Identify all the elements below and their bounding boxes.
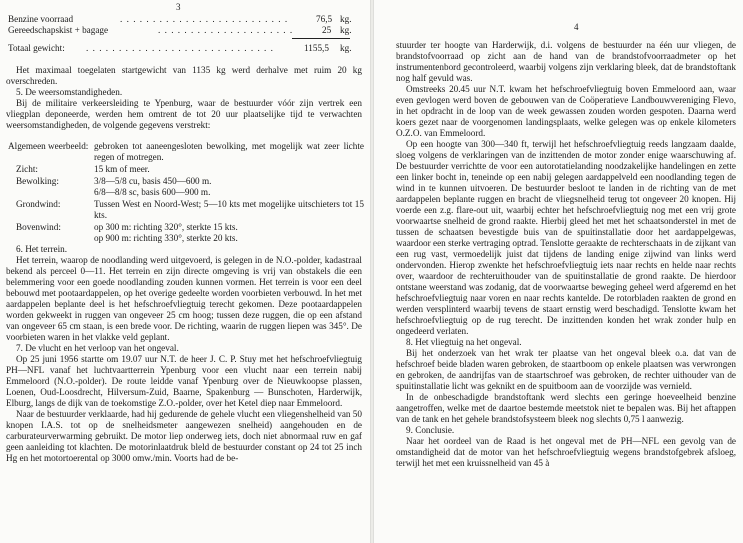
- section-heading: 9. Conclusie.: [406, 425, 455, 435]
- paragraph-arrival: Omstreeks 20.45 uur N.T. kwam het hefschroefvliegtuig boven Emmeloord aan, waar even gevlogen werd boven de gebouwen van de Coöperatieve Landbouwvereniging Flevo, in het opdracht in de loop van de week gewassen zouden worden gespoten. Daarna werd koers gezet naar de voorgenomen landingsplaats, welke gelegen was op enkele kilometers O.Z.O. van Emmeloord.: [396, 84, 736, 138]
- section-heading: 7. De vlucht en het verloop van het ongeval.: [16, 343, 179, 353]
- paragraph-wreck: Bij het onderzoek van het wrak ter plaatse van het ongeval bleek o.a. dat van de hefschroef beide bladen waren gebroken, de staartboom op enkele plaatsen was verwrongen en gebroken, de aandrijfas van de staartschroef was gebroken, de rechter uithouder van de spuitinstallatie licht was geknikt en de spuitboom aan de voorzijde was vernield.: [396, 348, 736, 391]
- total-row: [8, 43, 352, 54]
- weight-row: [8, 14, 352, 25]
- paragraph-terrain: Het terrein, waarop de noodlanding werd uitgevoerd, is gelegen in de N.O.-polder, kadastraal bekend als perceel 0—11. Het terrein en zijn directe omgeving is vrij van obstakels die een belemmering voor een goede noodlanding zouden kunnen vormen. Het terrein is voor een deel bebouwd met pootaardappelen, op het overige gedeelte worden voorbieten verbouwd. In het met aardappelen beplante deel is het hefschroefvliegtuig terecht gekomen. Deze pootaardappelen worden gekweekt in ruggen van ongeveer 25 cm hoog; tussen deze ruggen, die op een afstand van ongeveer 65 cm staan, is een brede voor. De richting, waarin de ruggen liepen was 345°. De voorbieten waren in het vlakke veld geplant.: [6, 255, 362, 342]
- weather-label: Zicht:: [16, 164, 38, 174]
- weather-value: op 900 m: richting 330°, sterkte 20 kts.: [94, 233, 238, 243]
- section-heading: 8. Het vliegtuig na het ongeval.: [406, 337, 522, 347]
- paragraph-flight: Op 25 juni 1956 startte om 19.07 uur N.T. de heer J. C. P. Stuy met het hefschroefvliegtuig PH—NFL vanaf het luchtvaartterrein Ypenburg voor een vlucht naar een terrein nabij Emmeloord (N.O.-polder). De route leidde vanaf Ypenburg over de Nieuwkoopse plassen, Loenen, Oud-Loosdrecht, Hilversum-Zuid, Baarne, Spakenburg — Bunschoten, Harderwijk, Elburg, langs de dijk van de toekomstige Z.O.-polder, over het Ketel diep naar Emmeloord.: [6, 354, 362, 408]
- paragraph-conclusion: Naar het oordeel van de Raad is het ongeval met de PH—NFL een gevolg van de omstandigheid dat de motor van het hefschroefvliegtuig wegens brandstofgebrek afsloeg, terwijl het met een kruissnelheid van 45 à: [396, 436, 736, 468]
- weight-unit: kg.: [340, 14, 352, 24]
- weight-unit: kg.: [340, 25, 352, 35]
- paragraph-max-weight: Het maximaal toegelaten startgewicht van 1135 kg werd derhalve met ruim 20 kg overschreden.: [6, 65, 362, 86]
- section-heading: 5. De weersomstandigheden.: [16, 87, 123, 97]
- weather-value: 6/8—8/8 sc, basis 600—900 m.: [94, 187, 211, 197]
- weather-value: 15 km of meer.: [94, 164, 150, 174]
- weather-value: Tussen West en Noord-West; 5—10 kts met mogelijke uitschieters tot 15 kts.: [94, 199, 364, 220]
- paragraph-pilot: Naar de bestuurder verklaarde, had hij gedurende de gehele vlucht een vliegenshelheid van 50 knopen I.A.S. tot op de snelheidsmeter aangewezen snelheid) aangehouden en de carburateurverwarming gebruikt. De motor liep onderweg iets, doch niet abnormaal ruw en gaf geen aanleiding tot klachten. De motorinlaatdruk bleld de bestuurder constant op 24 tot 25 inch Hg en het motortoerental op 3000 omw./min. Voorts had de be-: [6, 409, 362, 463]
- weight-value: 76,5: [316, 14, 333, 24]
- section-heading: 6. Het terrein.: [16, 244, 68, 254]
- weather-label: Bewolking:: [16, 176, 59, 186]
- paragraph-weather-intro: Bij de militaire verkeersleiding te Ypenburg, waar de bestuurder vóór zijn vertrek een vliegplan deponeerde, werden hem omtrent de tot 20 uur plaatselijke tijd te verwachten weersomstandigheden, de volgende gegevens verstrekt:: [6, 98, 362, 130]
- page-number: 3: [176, 2, 181, 12]
- weather-value: gebroken tot aaneengesloten bewolking, met mogelijk wat zeer lichte regen of motregen.: [94, 141, 364, 162]
- total-unit: kg.: [340, 43, 352, 53]
- dot-leader: . . . . . . . . . . . . . . . . . . . . .: [158, 25, 294, 35]
- paragraph-fuel-tank: In de onbeschadigde brandstoftank werd slechts een geringe hoeveelheid benzine aangetroffen, welke met de daartoe bestemde meetstok niet te bepalen was. Bij het aftappen van de tank en het gehele brandstofsysteem bleek nog slechts 0,75 l aanwezig.: [396, 392, 736, 424]
- weather-value: op 300 m: richting 320°, sterkte 15 kts.: [94, 222, 238, 232]
- weight-label: Gereedschapskist + bagage: [8, 25, 109, 35]
- weight-label: Benzine voorraad: [8, 14, 74, 24]
- dot-leader: . . . . . . . . . . . . . . . . . . . . . . . . . .: [120, 14, 289, 24]
- paragraph-engine-failure: Op een hoogte van 300—340 ft, terwijl het hefschroefvliegtuig reeds langzaam daalde, sloeg volgens de verklaringen van de inzittenden de motor zonder enige waarschuwing af. De bestuurder verrichtte de voor een autorotatielanding noodzakelijke handelingen en zette een linker bocht in, teneinde op een nabij gelegen aardappelveld een noodlanding tegen de wind in te kunnen uitvoeren. De bestuurder besloot te landen in de richting van de met aardappelen beplante ruggen en bracht de vliegsnelheid terug tot ongeveer 20 knopen. Hij voerde een z.g. flare-out uit, waarbij echter het hefschroefvliegtuig nog met een vrij grote voorwaartse snelheid de grond raakte. Hierbij gleed het met het schaatsonderstel in met de tussen de schaatsen bevestigde buis van de spuitinstallatie door het aardappelgewas, waardoor een sterke vertraging optrad. Tenslotte geraakte de rechterschaats in de zijkant van een rug vast, vermoedelijk juist dat tijdens de landing enige zijwind van links werd ondervonden. Hierop zwenkte het hefschroefvliegtuig iets naar rechts en helde naar rechts over, waardoor de rechteruithouder van de spuitinstallatie de grond raakte. De hierdoor ontstane weerstand was zodanig, dat de voorwaartse beweging geheel werd afgeremd en het hefschroefvliegtuig naar voren en naar rechts kantelde. De rotorbladen raakten de grond en werden versplinterd waarbij tevens de staart ernstig werd beschadigd. Tenslotte kwam het hefschroefvliegtuig op de rug terecht. De inzittenden konden het wrak zonder hulp en ongedeerd verlaten.: [396, 139, 736, 336]
- right-page: [374, 0, 743, 543]
- weather-label: Grondwind:: [16, 199, 61, 209]
- weight-row: [8, 25, 352, 36]
- sum-line: [292, 38, 350, 39]
- page-number: 4: [574, 22, 579, 32]
- weather-value: 3/8—5/8 cu, basis 450—600 m.: [94, 176, 212, 186]
- paragraph-continued: stuurder ter hoogte van Harderwijk, d.i. volgens de bestuurder na één uur vliegen, de brandstofvoorraad op zicht aan de hand van de brandstofvoorraadmeter op het instrumentenbord gecontroleerd, waarbij volgens zijn verklaring bleek, dat de brandstoftank nog half gevuld was.: [396, 40, 736, 83]
- weather-label: Algemeen weerbeeld:: [8, 141, 89, 151]
- dot-leader: . . . . . . . . . . . . . . . . . . . . . . . . . . . . .: [86, 43, 274, 53]
- weight-value: 25: [322, 25, 332, 35]
- total-value: 1155,5: [304, 43, 329, 53]
- weather-label: Bovenwind:: [16, 222, 61, 232]
- total-label: Totaal gewicht:: [8, 43, 65, 53]
